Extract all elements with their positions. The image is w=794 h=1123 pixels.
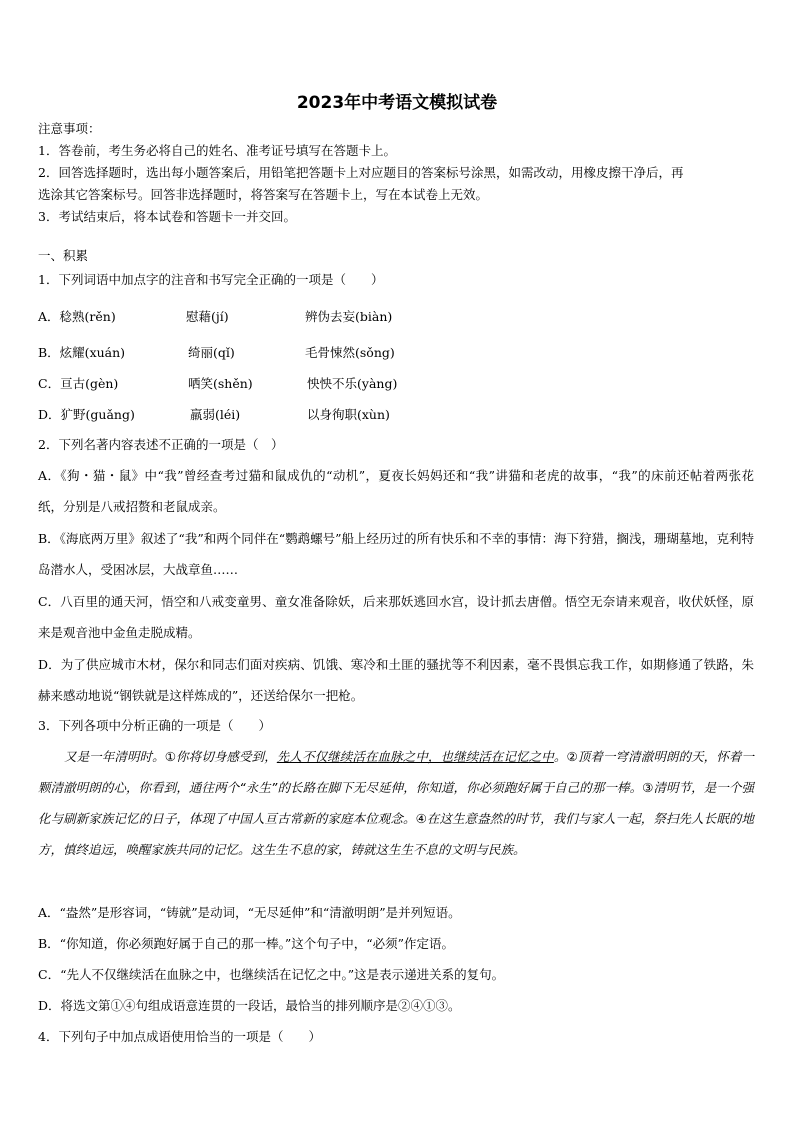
option-c-word3: 怏怏不乐(yàng) xyxy=(307,376,398,391)
option-a-word3: 辨伪去妄(biàn) xyxy=(305,309,393,324)
question-stem: 1．下列词语中加点字的注音和书写完全正确的一项是（ ） xyxy=(38,272,384,287)
option-c: C．八百里的通天河，悟空和八戒变童男、童女准备除妖，后来那妖逃回水宫，设计抓去唐僧。悟空无奈请来观音，收伏妖怪，原来是观音池中金鱼走脱成精。 xyxy=(38,594,754,640)
option-b: B．《海底两万里》叙述了“我”和两个同伴在“鹦鹉螺号”船上经历过的所有快乐和不幸的事情：海下狩猎，搁浅，珊瑚墓地，克利特岛潜水人，受困冰层，大战章鱼…… xyxy=(38,531,754,577)
option-d: D．将选文第①④句组成语意连贯的一段话，最恰当的排列顺序是②④①③。 xyxy=(38,998,461,1013)
notice-header: 注意事项： xyxy=(38,121,101,136)
notice-item: 2．回答选择题时，选出每小题答案后，用铅笔把答题卡上对应题目的答案标号涂黑，如需改动，用橡皮擦干净后，再 xyxy=(38,165,684,180)
option-d: D．为了供应城市木材，保尔和同志们面对疾病、饥饿、寒冷和土匪的骚扰等不利因素，毫不畏惧忘我工作，如期修通了铁路，朱赫来感动地说“钢铁就是这样炼成的”，还送给保尔一把枪。 xyxy=(38,657,754,703)
option-d: D．犷野(guǎng) xyxy=(38,407,135,422)
option-b: B．“你知道，你必须跑好属于自己的那一棒。”这个句子中，“必须”作定语。 xyxy=(38,936,454,951)
option-c: C．亘古(gèn) xyxy=(38,376,119,391)
question-stem: 2．下列名著内容表述不正确的一项是（ ） xyxy=(38,437,284,452)
option-d-word2: 羸弱(léi) xyxy=(190,407,241,422)
question-stem: 3．下列各项中分析正确的一项是（ ） xyxy=(38,718,271,733)
underlined-sentence: 先人不仅继续活在血脉之中，也继续活在记忆之中 xyxy=(276,749,554,764)
option-a-word2: 慰藉(jí) xyxy=(186,309,229,324)
question-stem: 4．下列句子中加点成语使用恰当的一项是（ ） xyxy=(38,1029,321,1044)
page-title: 2023年中考语文模拟试卷 xyxy=(296,93,498,113)
option-c-word2: 哂笑(shěn) xyxy=(188,376,253,391)
option-b: B．炫耀(xuán) xyxy=(38,345,126,360)
option-d-word3: 以身徇职(xùn) xyxy=(307,407,390,422)
passage-text: 又是一年清明时。①你将切身感受到， xyxy=(64,749,277,764)
option-a: A．“盎然”是形容词，“铸就”是动词，“无尽延伸”和“清澈明朗”是并列短语。 xyxy=(38,905,461,920)
notice-item: 1．答卷前，考生务必将自己的姓名、准考证号填写在答题卡上。 xyxy=(38,143,396,158)
option-b-word3: 毛骨悚然(sǒng) xyxy=(305,345,395,360)
option-b-word2: 绮丽(qǐ) xyxy=(188,345,235,360)
section-heading: 一、积累 xyxy=(38,248,89,263)
option-a: A．稔熟(rěn) xyxy=(38,309,116,324)
notice-item: 选涂其它答案标号。回答非选择题时，将答案写在答题卡上，写在本试卷上无效。 xyxy=(38,187,489,202)
notice-item: 3．考试结束后，将本试卷和答题卡一并交回。 xyxy=(38,209,296,224)
option-c: C．“先人不仅继续活在血脉之中，也继续活在记忆之中。”这是表示递进关系的复句。 xyxy=(38,967,505,982)
option-a: A．《狗・猫・鼠》中“我”曾经查考过猫和鼠成仇的“动机”，夏夜长妈妈还和“我”讲猫和老虎的故事，“我”的床前还帖着两张花纸，分别是八戒招赘和老鼠成亲。 xyxy=(38,468,754,514)
passage-text: 。②顶着一穹清澈明朗的天，怀着一颗清澈明朗的心，你看到，通往两个“永生”的长路在脚下无尽延伸，你知道，你必须跑好属于自己的那一棒。③清明节，是一个强化与刷新家族记忆的日子，体现了中国人亘古常新的家庭本位观念。④在这生意盎然的时节，我们与家人一起，祭扫先人长眠的地方，慎终追远，唤醒家族共同的记忆。这生生不息的家，铸就这生生不息的文明与民族。 xyxy=(38,749,754,857)
reading-passage xyxy=(38,741,754,865)
